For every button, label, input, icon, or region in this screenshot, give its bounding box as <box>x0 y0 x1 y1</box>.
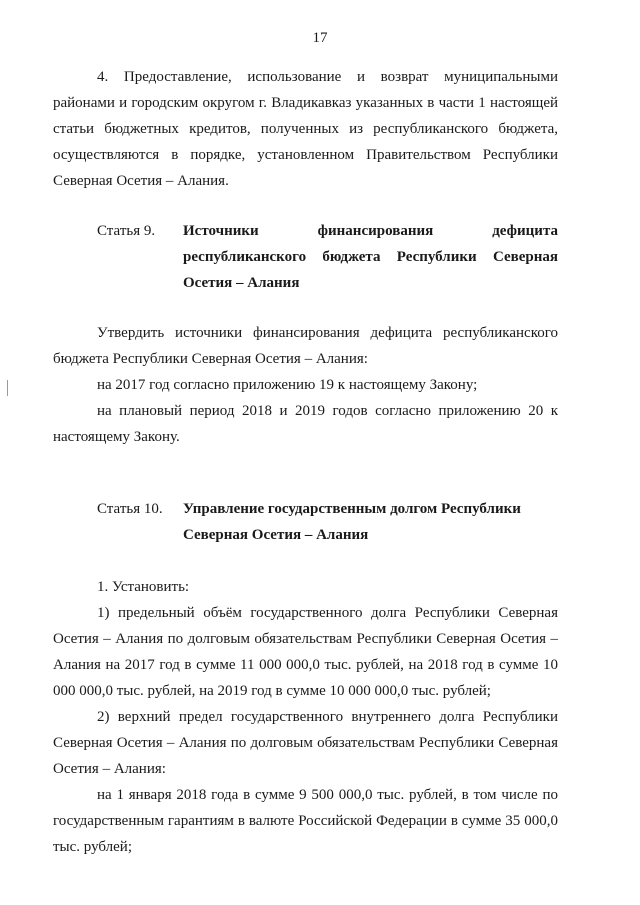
page-number: 17 <box>312 30 328 46</box>
article-10-heading <box>97 496 558 548</box>
article-10-point-1: 1. Установить: <box>97 579 190 595</box>
paragraph-4: 4. Предоставление, использование и возврат муниципальными районами и городским округом г. Владикавказ указанных в части 1 настоящей статьи бюджетных кредитов, полученных из республиканского бюджета, осуществляются в порядке, установленном Правительством Республики Северная Осетия – Алания. <box>53 69 558 189</box>
article-10-label: Статья 10. <box>97 501 163 517</box>
article-10-subpoint-1: 1) предельный объём государственного долга Республики Северная Осетия – Алания по долговым обязательствам Республики Северная Осетия – Алания на 2017 год в сумме 11 000 000,0 тыс. рублей, на 2018 год в сумме 10 000 000,0 тыс. рублей, на 2019 год в сумме 10 000 000,0 тыс. рублей; <box>53 605 558 699</box>
article-9-title: Источники финансирования дефицита республиканского бюджета Республики Северная Осетия – Алания <box>183 223 558 291</box>
article-10-title: Управление государственным долгом Республики Северная Осетия – Алания <box>183 501 521 543</box>
article-9-item-plan: на плановый период 2018 и 2019 годов согласно приложению 20 к настоящему Закону. <box>53 403 558 445</box>
margin-mark <box>7 380 8 396</box>
article-9-item-2017: на 2017 год согласно приложению 19 к настоящему Закону; <box>97 377 478 393</box>
article-9-label: Статья 9. <box>97 223 156 239</box>
document-body <box>53 64 558 860</box>
article-9-heading <box>97 218 558 296</box>
article-9-body: Утвердить источники финансирования дефицита республиканского бюджета Республики Северная Осетия – Алания: <box>53 325 558 367</box>
article-10-debt-2018: на 1 января 2018 года в сумме 9 500 000,0 тыс. рублей, в том числе по государственным гарантиям в валюте Российской Федерации в сумме 35 000,0 тыс. рублей; <box>53 787 558 855</box>
article-10-subpoint-2: 2) верхний предел государственного внутреннего долга Республики Северная Осетия – Алания по долговым обязательствам Республики Северная Осетия – Алания: <box>53 709 558 777</box>
